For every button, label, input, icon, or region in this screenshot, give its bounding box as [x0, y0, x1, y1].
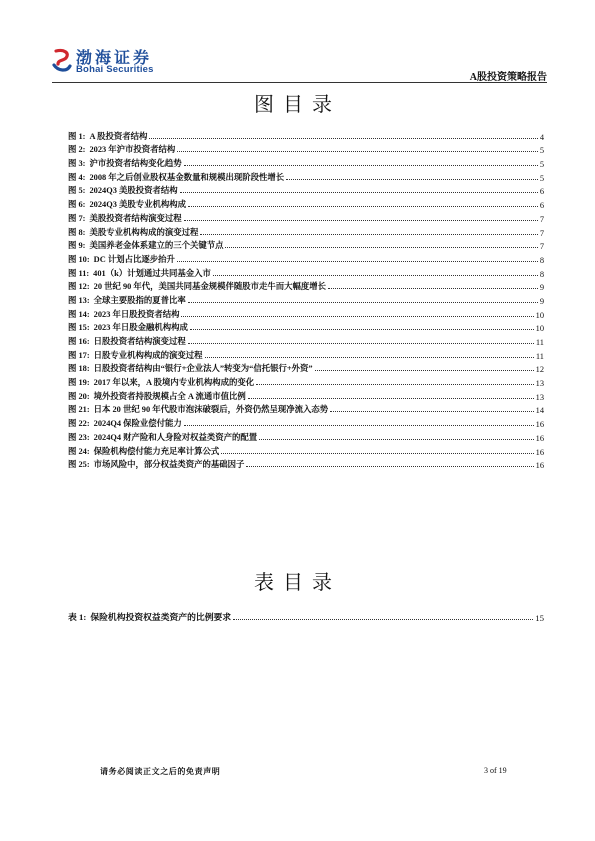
toc-dot-leader	[184, 165, 538, 166]
toc-entry-page: 15	[535, 613, 544, 623]
toc-entry-number: 图 24:	[68, 446, 90, 456]
toc-entry-page: 6	[539, 187, 544, 197]
toc-entry-page: 7	[539, 242, 544, 252]
toc-entry-title: 保险机构偿付能力充足率计算公式	[93, 446, 220, 456]
toc-entry-number: 图 16:	[68, 337, 90, 346]
figure-toc-entry[interactable]	[68, 402, 544, 416]
figure-toc-entry[interactable]	[68, 457, 544, 471]
toc-entry-page: 16	[535, 420, 544, 430]
toc-entry-page: 7	[539, 214, 544, 224]
toc-entry-title: 保险机构投资权益类资产的比例要求	[90, 612, 232, 622]
toc-entry-number: 图 17:	[68, 350, 90, 360]
figure-toc-entry[interactable]	[68, 279, 544, 293]
figure-toc-entry[interactable]	[68, 415, 544, 429]
toc-entry-page: 10	[535, 310, 544, 320]
toc-entry-page: 9	[539, 296, 544, 306]
figure-toc-entry[interactable]	[68, 443, 544, 457]
toc-entry-number: 图 4:	[68, 172, 86, 182]
page-header	[52, 44, 547, 82]
toc-entry-number: 图 23:	[68, 432, 90, 442]
tables-toc-list	[68, 609, 544, 623]
figure-toc-entry[interactable]	[68, 333, 544, 347]
toc-entry-title: 2023 年日股投资者结构	[93, 309, 180, 319]
figure-toc-entry[interactable]	[68, 155, 544, 169]
toc-dot-leader	[330, 411, 533, 412]
page-number: 3 of 19	[484, 766, 507, 775]
figures-toc-list	[68, 128, 544, 470]
toc-dot-leader	[184, 425, 534, 426]
toc-dot-leader	[177, 261, 538, 262]
figure-toc-entry[interactable]	[68, 196, 544, 210]
toc-entry-page: 10	[535, 324, 544, 334]
toc-dot-leader	[259, 439, 533, 440]
toc-dot-leader	[200, 234, 537, 235]
toc-dot-leader	[213, 275, 538, 276]
figure-toc-entry[interactable]	[68, 128, 544, 142]
toc-entry-page: 5	[539, 146, 544, 156]
toc-entry-title: 市场风险中，部分权益类资产的基础因子	[93, 460, 245, 470]
toc-dot-leader	[177, 151, 538, 152]
toc-entry-number: 图 5:	[68, 186, 86, 196]
toc-entry-page: 13	[535, 392, 544, 402]
toc-entry-number: 图 9:	[68, 241, 86, 251]
toc-entry-page: 12	[535, 365, 544, 375]
toc-entry-title: 2023 年日股金融机构构成	[93, 323, 188, 333]
toc-entry-title: 401（k）计划通过共同基金入市	[93, 268, 211, 278]
toc-entry-page: 5	[539, 160, 544, 170]
figure-toc-entry[interactable]	[68, 306, 544, 320]
toc-dot-leader	[181, 316, 533, 317]
toc-entry-number: 图 25:	[68, 460, 90, 470]
toc-entry-page: 11	[535, 338, 544, 347]
toc-entry-number: 图 10:	[68, 254, 90, 264]
toc-entry-title: 美股专业机构构成的演变过程	[89, 227, 199, 237]
toc-dot-leader	[233, 619, 533, 620]
toc-entry-number: 图 2:	[68, 145, 86, 155]
toc-dot-leader	[190, 329, 534, 330]
report-type-label: A股投资策略报告	[469, 72, 547, 83]
toc-entry-title: 沪市投资者结构变化趋势	[89, 159, 182, 169]
toc-entry-page: 5	[539, 173, 544, 183]
toc-entry-page: 14	[535, 406, 544, 416]
toc-entry-title: 2024Q3 美股专业机构构成	[89, 200, 186, 210]
toc-entry-page: 16	[535, 433, 544, 443]
toc-entry-title: 美国养老金体系建立的三个关键节点	[89, 241, 224, 251]
figure-toc-entry[interactable]	[68, 142, 544, 156]
toc-entry-number: 图 22:	[68, 419, 90, 429]
toc-entry-page: 6	[539, 201, 544, 211]
toc-entry-number: 图 1:	[68, 131, 86, 141]
toc-entry-number: 图 7:	[68, 213, 86, 223]
toc-entry-number: 图 21:	[68, 405, 90, 415]
figure-toc-entry[interactable]	[68, 388, 544, 402]
figure-toc-entry[interactable]	[68, 169, 544, 183]
toc-entry-number: 图 12:	[68, 282, 90, 292]
toc-entry-page: 16	[535, 447, 544, 457]
toc-entry-page: 16	[535, 461, 544, 471]
figure-toc-entry[interactable]	[68, 183, 544, 197]
toc-entry-number: 图 20:	[68, 391, 90, 401]
figure-toc-entry[interactable]	[68, 224, 544, 238]
toc-entry-title: DC 计划占比逐步抬升	[93, 254, 175, 264]
toc-entry-title: 2024Q4 保险业偿付能力	[93, 419, 182, 429]
figures-toc-title: 图目录	[254, 92, 341, 116]
toc-dot-leader	[246, 466, 533, 467]
toc-entry-title: 2008 年之后创业股权基金数量和规模出现阶段性增长	[89, 172, 285, 182]
bohai-logo	[52, 44, 182, 80]
toc-entry-title: 日股投资者结构演变过程	[93, 337, 186, 346]
toc-entry-title: 2017 年以来，A 股境内专业机构构成的变化	[93, 378, 255, 388]
figure-toc-entry[interactable]	[68, 320, 544, 334]
toc-entry-title: 全球主要股指的夏普比率	[93, 295, 186, 305]
tables-toc-title: 表目录	[254, 570, 341, 594]
toc-entry-number: 图 19:	[68, 378, 90, 388]
figure-toc-entry[interactable]	[68, 374, 544, 388]
figure-toc-entry[interactable]	[68, 210, 544, 224]
toc-dot-leader	[188, 302, 538, 303]
figure-toc-entry[interactable]	[68, 251, 544, 265]
toc-entry-title: 20 世纪 90 年代，美国共同基金规模伴随股市走牛而大幅度增长	[93, 282, 327, 292]
toc-entry-title: 日本 20 世纪 90 年代股市泡沫破裂后，外资仍然呈现净流入态势	[93, 405, 329, 415]
toc-dot-leader	[184, 220, 538, 221]
table-toc-entry[interactable]	[68, 609, 544, 623]
toc-entry-page: 11	[535, 351, 544, 361]
toc-dot-leader	[256, 384, 533, 385]
toc-dot-leader	[188, 206, 538, 207]
toc-entry-title: 2023 年沪市投资者结构	[89, 145, 176, 155]
toc-entry-page: 7	[539, 228, 544, 238]
toc-dot-leader	[180, 192, 538, 193]
toc-entry-page: 9	[539, 283, 544, 293]
toc-entry-number: 图 8:	[68, 227, 86, 237]
toc-dot-leader	[205, 357, 534, 358]
toc-entry-page: 13	[535, 379, 544, 389]
toc-entry-number: 表 1:	[68, 612, 87, 622]
toc-entry-title: 境外投资者持股规模占全 A 流通市值比例	[93, 391, 246, 401]
logo-english-name: Bohai Securities	[76, 64, 154, 75]
toc-entry-number: 图 15:	[68, 323, 90, 333]
figure-toc-entry[interactable]	[68, 429, 544, 443]
toc-entry-number: 图 18:	[68, 364, 90, 374]
figure-toc-entry[interactable]	[68, 265, 544, 279]
bohai-logo-icon	[52, 48, 72, 74]
toc-dot-leader	[315, 370, 534, 371]
toc-entry-number: 图 6:	[68, 200, 86, 210]
toc-entry-title: A 股投资者结构	[89, 131, 148, 141]
toc-entry-title: 2024Q4 财产险和人身险对权益类资产的配置	[93, 432, 258, 442]
toc-dot-leader	[221, 453, 533, 454]
logo-chinese-name: 渤海证券	[76, 48, 153, 67]
toc-entry-title: 日股投资者结构由“银行+企业法人”转变为“信托银行+外资”	[93, 364, 313, 374]
toc-entry-number: 图 14:	[68, 309, 90, 319]
toc-entry-number: 图 11:	[68, 268, 90, 278]
toc-entry-page: 8	[539, 269, 544, 279]
toc-dot-leader	[188, 343, 534, 344]
toc-entry-page: 4	[539, 132, 544, 142]
header-divider	[52, 82, 547, 83]
figure-toc-entry[interactable]	[68, 347, 544, 361]
toc-dot-leader	[225, 247, 537, 248]
figure-toc-entry[interactable]	[68, 361, 544, 375]
toc-entry-title: 美股投资者结构演变过程	[89, 213, 182, 223]
toc-dot-leader	[248, 398, 534, 399]
toc-dot-leader	[149, 138, 537, 139]
figure-toc-entry[interactable]	[68, 292, 544, 306]
footer-disclaimer: 请务必阅读正文之后的免责声明	[100, 767, 221, 776]
toc-entry-title: 2024Q3 美股投资者结构	[89, 186, 178, 196]
toc-dot-leader	[286, 179, 538, 180]
toc-entry-number: 图 13:	[68, 295, 90, 305]
toc-entry-title: 日股专业机构构成的演变过程	[93, 350, 203, 360]
toc-entry-page: 8	[539, 255, 544, 265]
toc-dot-leader	[328, 288, 538, 289]
toc-entry-number: 图 3:	[68, 159, 86, 169]
figure-toc-entry[interactable]	[68, 238, 544, 252]
